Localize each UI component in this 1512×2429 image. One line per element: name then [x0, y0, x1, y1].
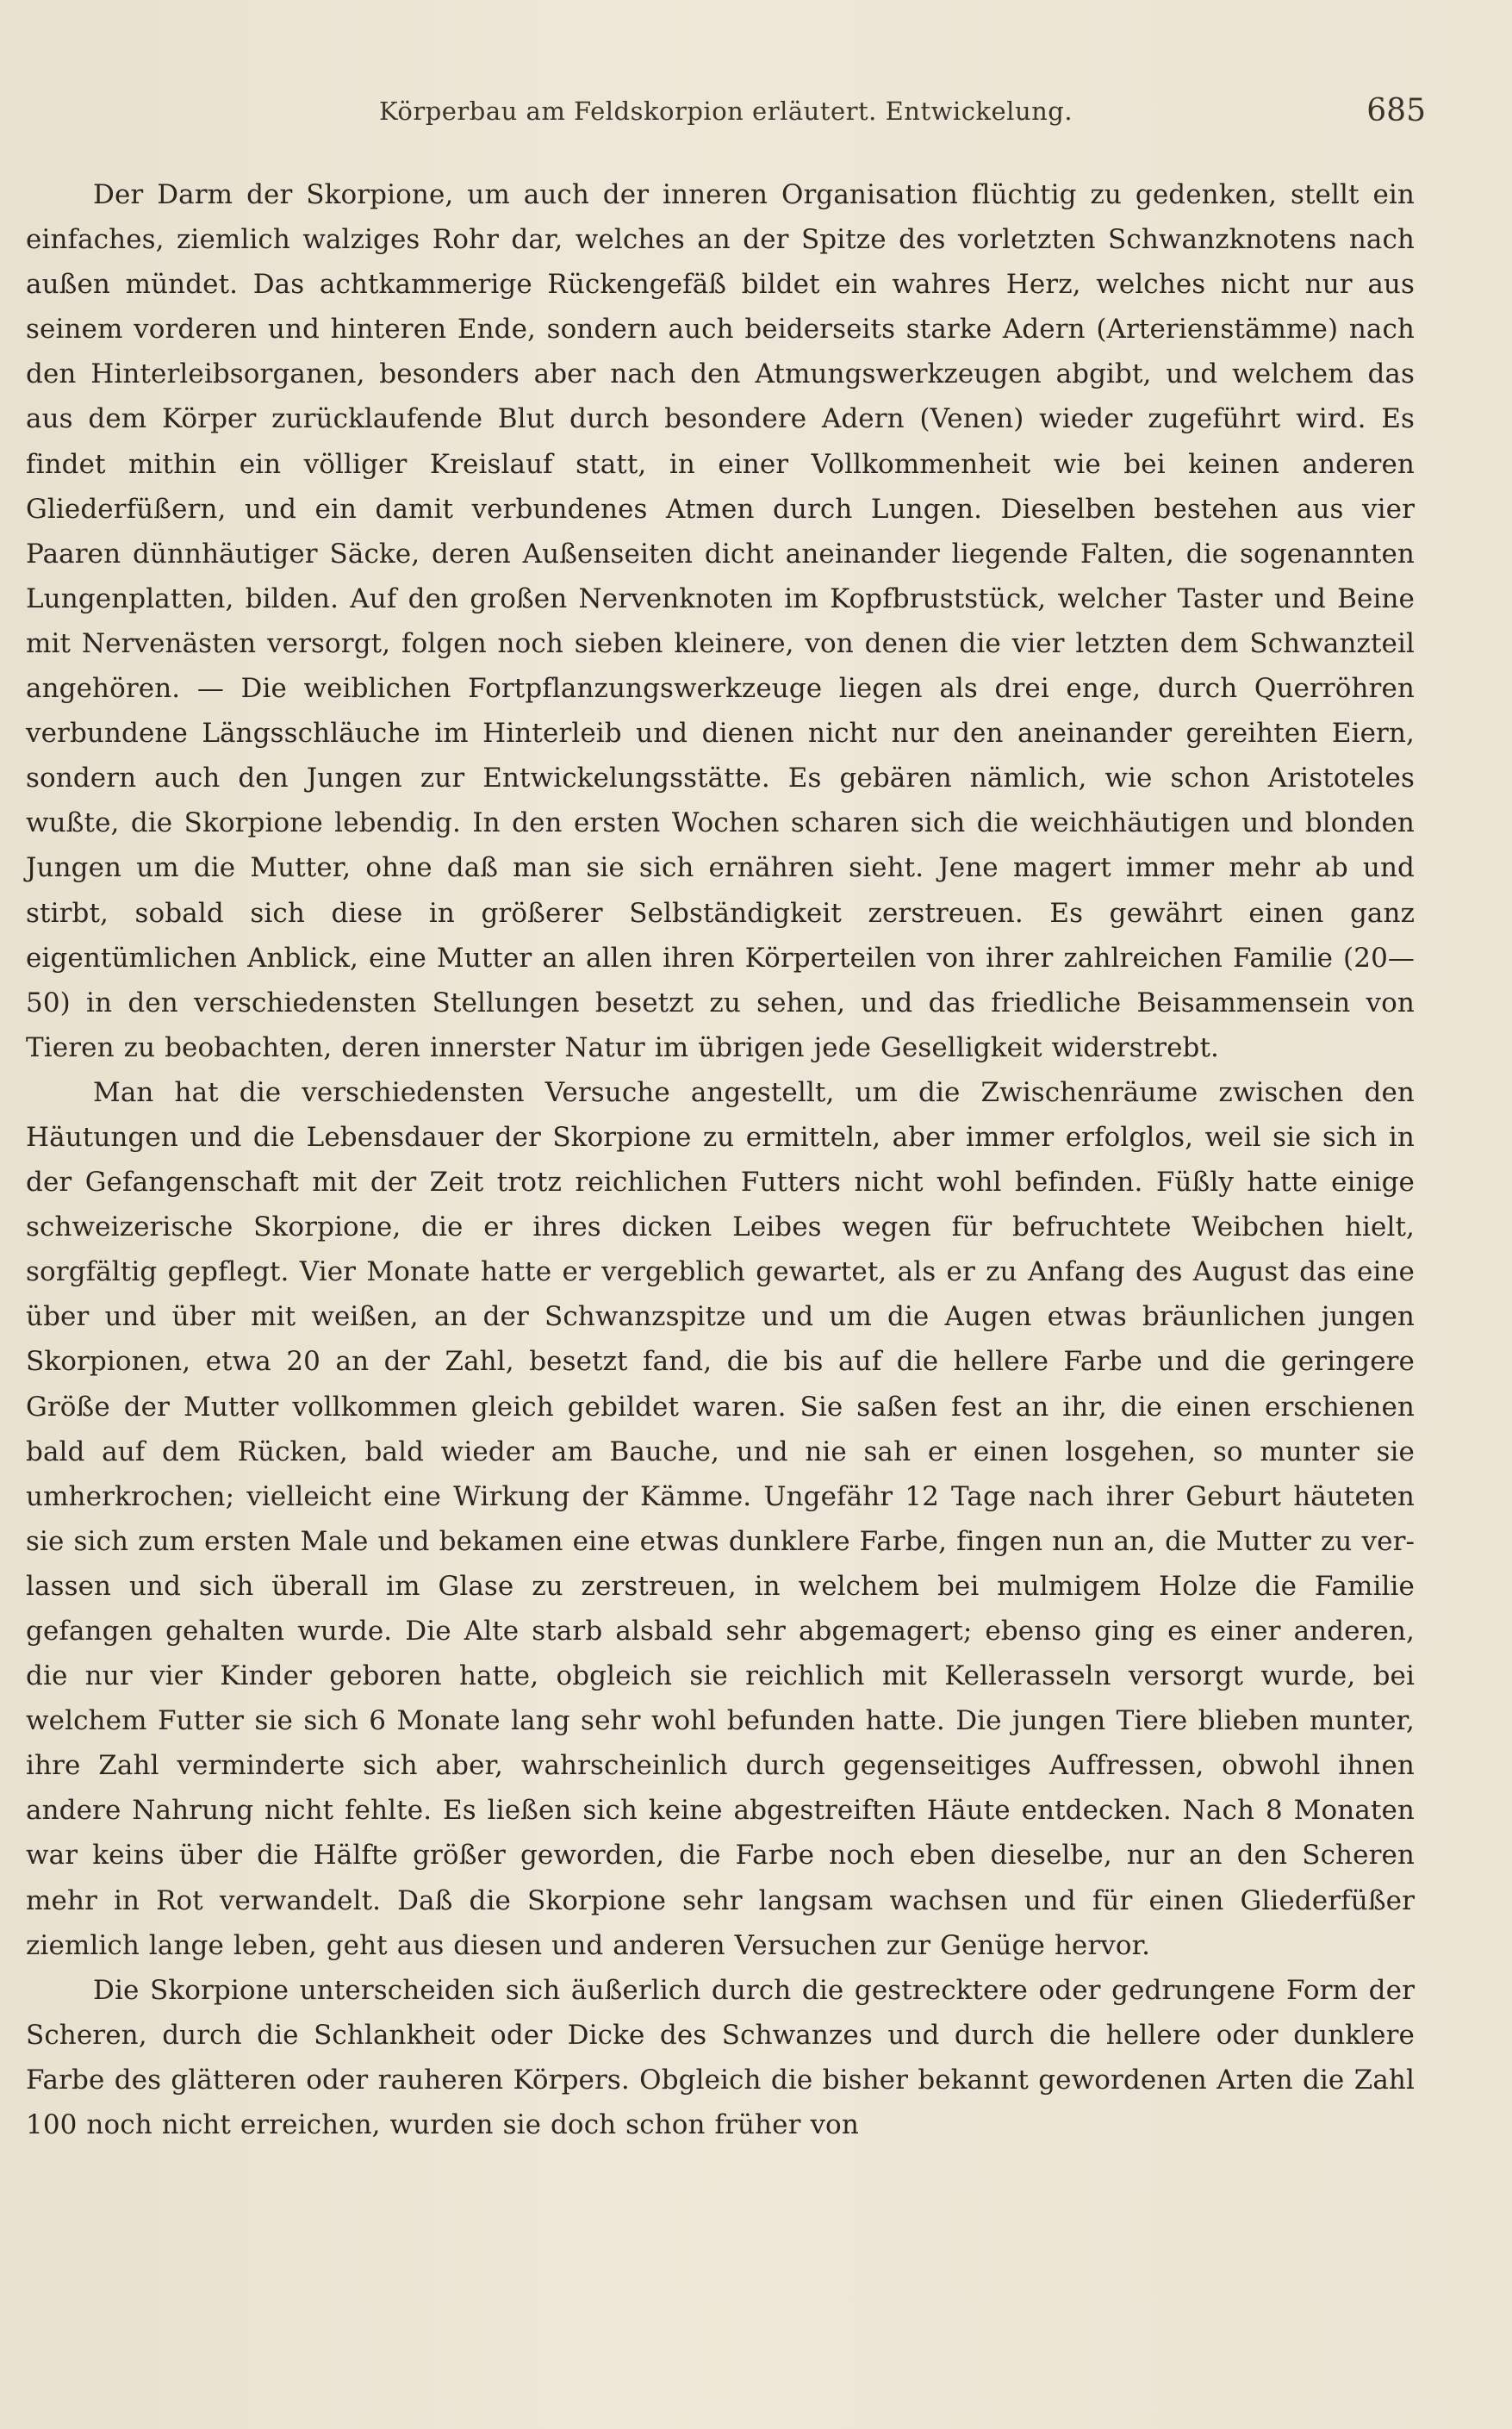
running-head [0, 93, 1512, 138]
paragraph-species: Die Skorpione unterscheiden sich äußerlich durch die gestrecktere oder gedrungene Form der Scheren, durch die Schlankheit oder Dicke des Schwanzes und durch die hellere oder dunklere Farbe des glätteren oder rauheren Körpers. Obgleich die bisher bekannt gewordenen Arten die Zahl 100 noch nicht erreichen, wurden sie doch schon früher von [26, 1974, 1415, 2141]
paragraph-anatomy: Der Darm der Skorpione, um auch der inneren Organisation flüchtig zu gedenken, stellt ein einfaches, ziemlich walziges Rohr dar, welches an der Spitze des vorletzten Schwanzknotens nach außen mündet. Das achtkammerige Rückengefäß bildet ein wahres Herz, welches nicht nur aus seinem vorderen und hinteren Ende, sondern auch beiderseits starke Adern (Arterienstämme) nach den Hinterleibsorganen, besonders aber nach den Atmungswerkzeugen abgibt, und welchem das aus dem Körper zurücklaufende Blut durch besondere Adern (Venen) wieder zugeführt wird. Es findet mithin ein völliger Kreislauf statt, in einer Vollkommenheit wie bei keinen anderen Gliederfüßern, und ein damit verbundenes Atmen durch Lungen. Dieselben bestehen aus vier Paaren dünnhäutiger Säcke, deren Außenseiten dicht aneinander liegende Falten, die sogenannten Lungenplatten, bilden. Auf den großen Nervenknoten im Kopfbruststück, welcher Taster und Beine mit Nervenästen versorgt, folgen noch sieben kleinere, von denen die vier letzten dem Schwanzteil angehören. — Die weiblichen Fortpflanzungswerkzeuge liegen als drei enge, durch Querröhren verbundene Längsschläuche im Hinterleib und dienen nicht nur den aneinander gereihten Eiern, sondern auch den Jungen zur Entwickelungsstätte. Es gebären nämlich, wie schon Aristoteles wußte, die Skorpione lebendig. In den ersten Wochen scharen sich die weichhäutigen und blonden Jungen um die Mutter, ohne daß man sie sich ernähren sieht. Jene magert immer mehr ab und stirbt, sobald sich diese in größerer Selbständigkeit zerstreuen. Es gewährt einen ganz eigentümlichen Anblick, eine Mutter an allen ihren Körperteilen von ihrer zahlreichen Familie (20—50) in den verschiedensten Stellungen besetzt zu sehen, und das friedliche Beisammensein von Tieren zu beobachten, deren innerster Natur im übrigen jede Geselligkeit widerstrebt. [26, 179, 1415, 1063]
running-head-title: Körperbau am Feldskorpion erläutert. Entwickelung. [379, 97, 1073, 126]
page-number: 685 [1366, 93, 1426, 128]
paragraph-experiments: Man hat die verschiedensten Versuche angestellt, um die Zwischenräume zwischen den Häutungen und die Lebensdauer der Skorpione zu ermitteln, aber immer erfolglos, weil sie sich in der Gefangenschaft mit der Zeit trotz reichlichen Futters nicht wohl befinden. Füßly hatte einige schweizerische Skorpione, die er ihres dicken Leibes wegen für befruchtete Weibchen hielt, sorgfältig gepflegt. Vier Monate hatte er vergeblich gewartet, als er zu Anfang des August das eine über und über mit weißen, an der Schwanzspitze und um die Augen etwas bräunlichen jungen Skorpionen, etwa 20 an der Zahl, besetzt fand, die bis auf die hellere Farbe und die geringere Größe der Mutter vollkommen gleich gebildet waren. Sie saßen fest an ihr, die einen erschienen bald auf dem Rücken, bald wieder am Bauche, und nie sah er einen losgehen, so munter sie umherkrochen; vielleicht eine Wirkung der Kämme. Ungefähr 12 Tage nach ihrer Geburt häuteten sie sich zum ersten Male und bekamen eine etwas dunklere Farbe, fingen nun an, die Mutter zu verlassen und sich überall im Glase zu zerstreuen, in welchem bei mulmigem Holze die Familie gefangen gehalten wurde. Die Alte starb alsbald sehr abgemagert; ebenso ging es einer anderen, die nur vier Kinder geboren hatte, obgleich sie reichlich mit Kellerasseln versorgt wurde, bei welchem Futter sie sich 6 Monate lang sehr wohl befunden hatte. Die jungen Tiere blieben munter, ihre Zahl verminderte sich aber, wahrscheinlich durch gegenseitiges Auffressen, obwohl ihnen andere Nahrung nicht fehlte. Es ließen sich keine abgestreiften Häute entdecken. Nach 8 Monaten war keins über die Hälfte größer geworden, die Farbe noch eben dieselbe, nur an den Scheren mehr in Rot verwandelt. Daß die Skorpione sehr langsam wachsen und für einen Gliederfüßer ziemlich lange leben, geht aus diesen und anderen Versuchen zur Genüge hervor. [26, 1076, 1415, 1961]
body-text [26, 172, 1415, 2147]
